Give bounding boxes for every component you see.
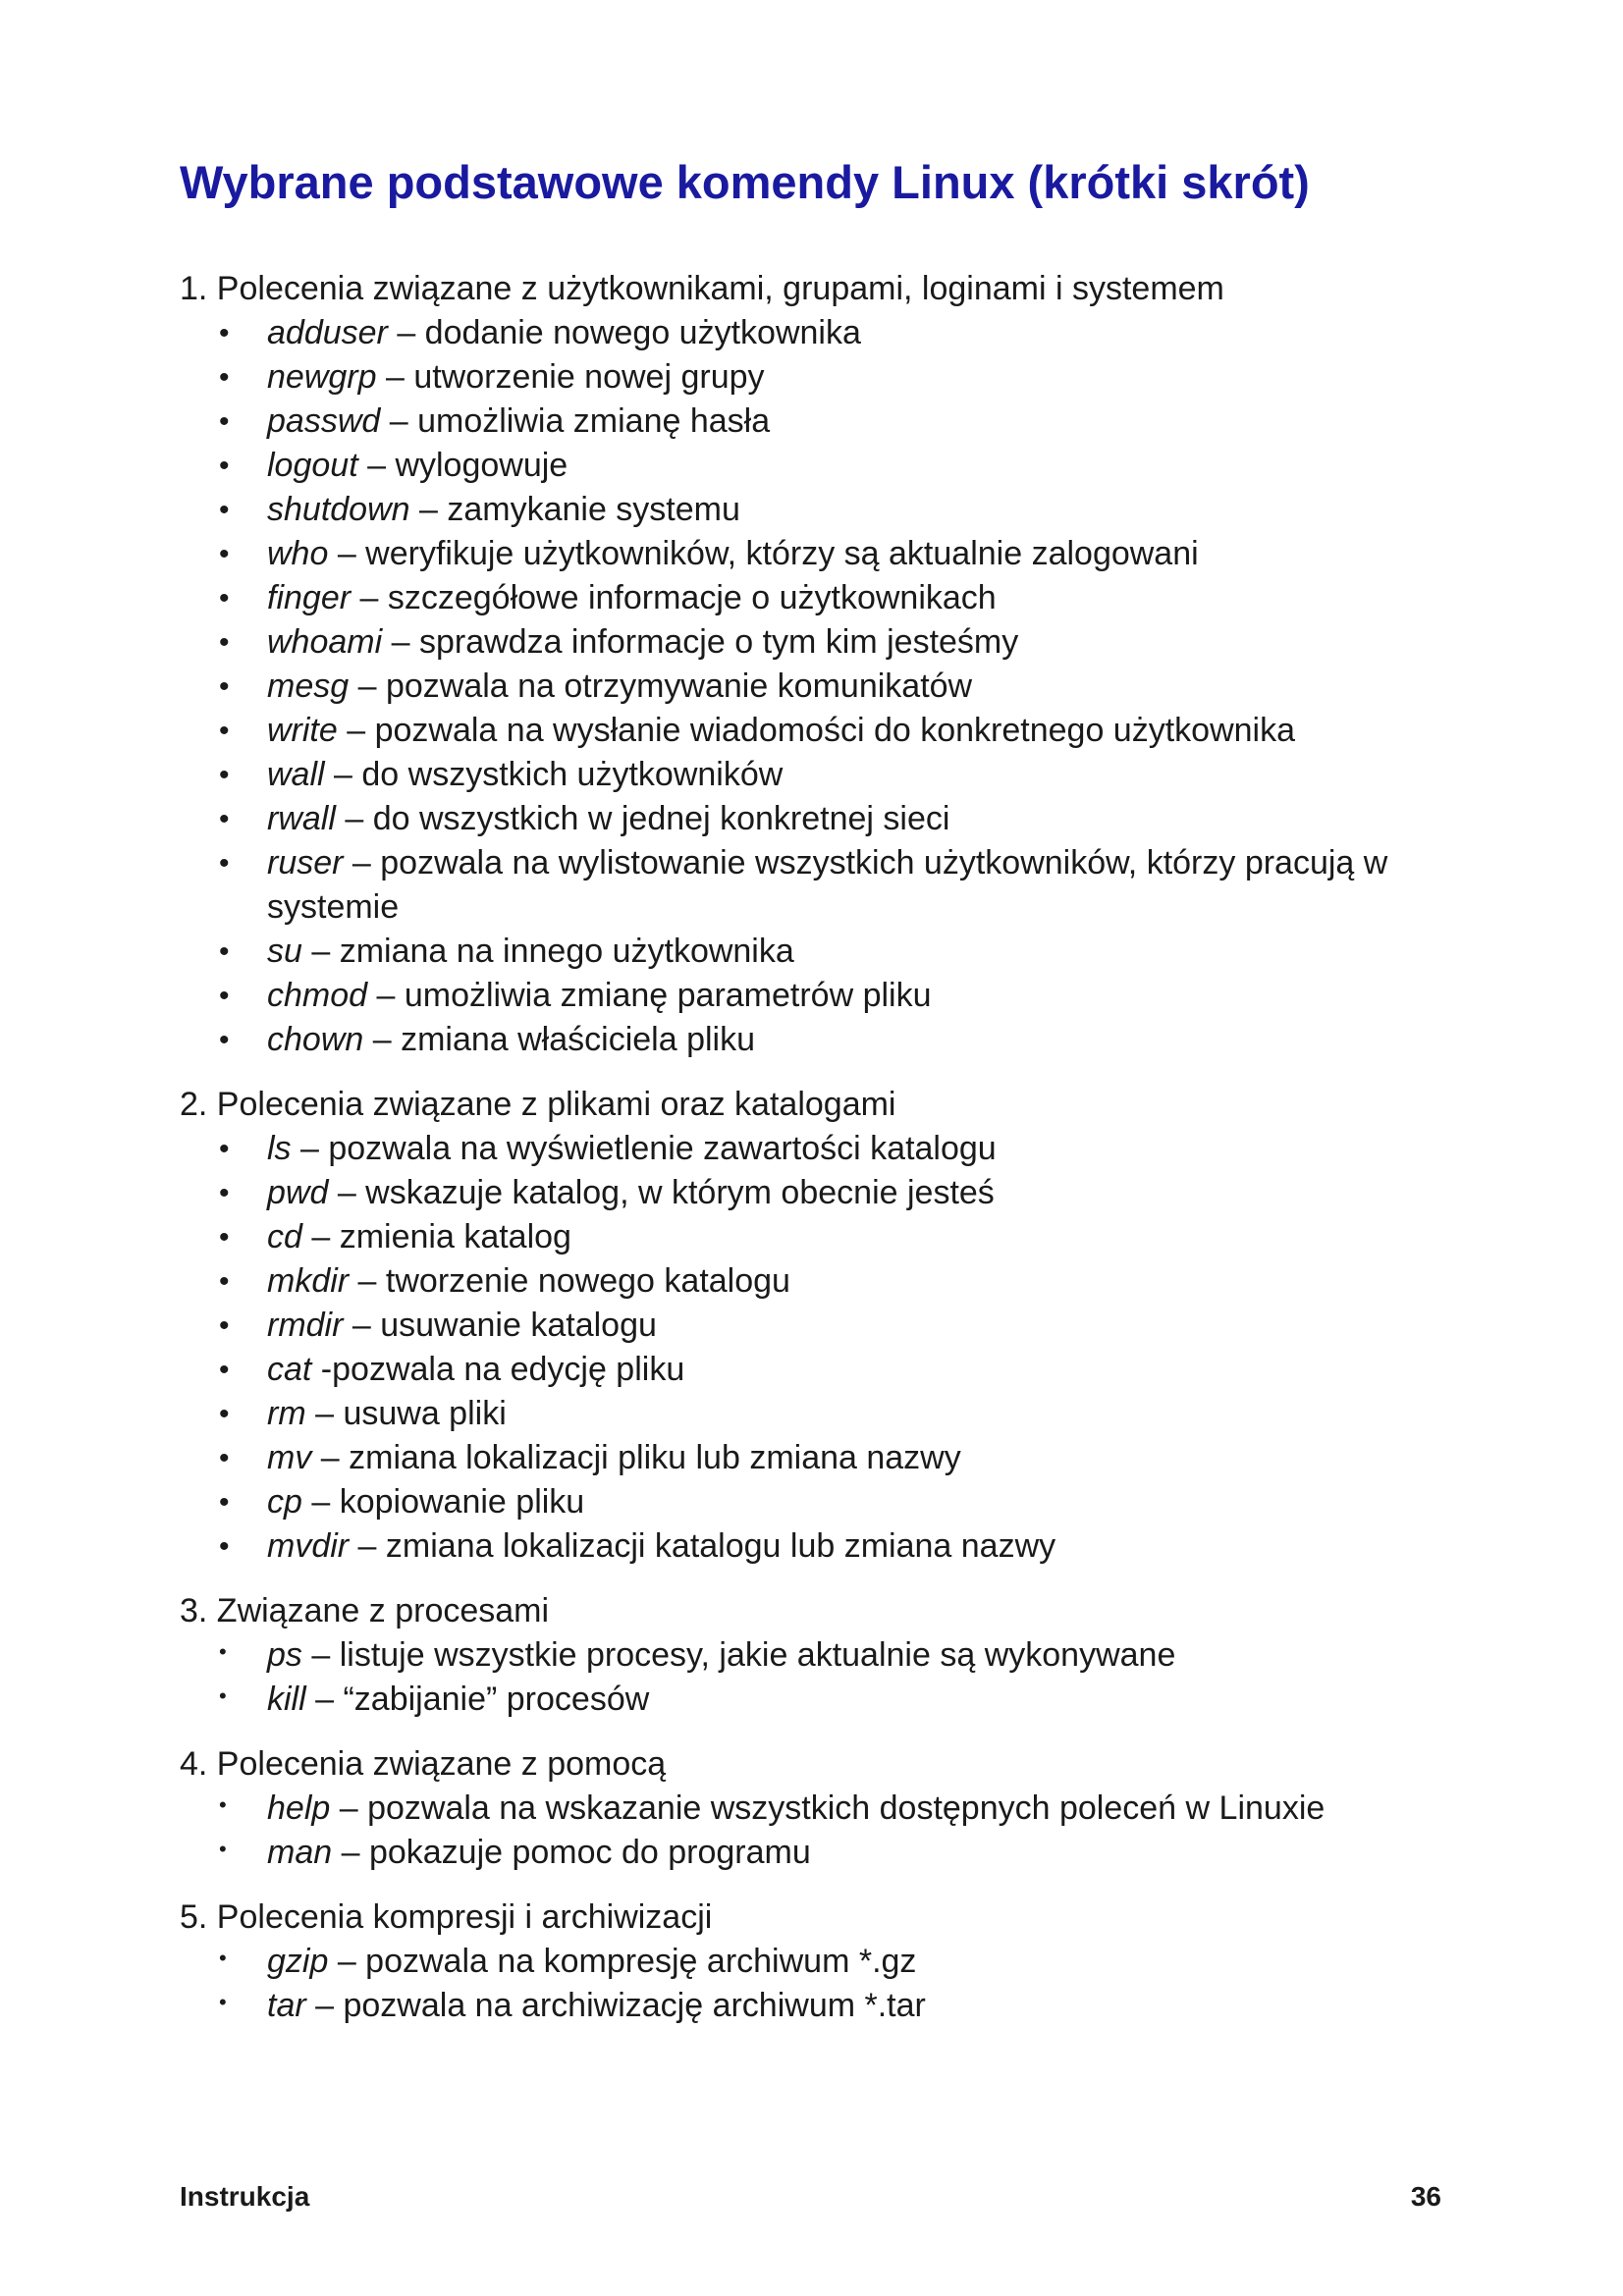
command-description: – usuwa pliki xyxy=(305,1395,507,1432)
list-item xyxy=(180,665,1456,709)
command-name: newgrp xyxy=(267,358,377,396)
list-item xyxy=(180,841,1456,930)
bullet-icon: • xyxy=(219,1442,230,1474)
list-item xyxy=(180,1480,1456,1524)
list-item xyxy=(180,1127,1456,1171)
command-list xyxy=(180,1127,1456,1569)
bullet-icon: • xyxy=(219,1486,230,1519)
command-description: – pozwala na wysłanie wiadomości do konkretnego użytkownika xyxy=(337,712,1295,749)
command-description: – do wszystkich w jednej konkretnej sieci xyxy=(335,800,950,837)
command-description: – pozwala na kompresję archiwum *.gz xyxy=(328,1943,917,1980)
command-description: – umożliwia zmianę parametrów pliku xyxy=(367,977,932,1014)
command-name: chown xyxy=(267,1021,364,1058)
list-item xyxy=(180,1348,1456,1392)
list-item xyxy=(180,1524,1456,1569)
command-description: – weryfikuje użytkowników, którzy są aktualnie zalogowani xyxy=(328,535,1199,572)
bullet-icon: • xyxy=(219,1221,230,1254)
command-name: gzip xyxy=(267,1943,329,1980)
section-processes xyxy=(180,1589,1456,1722)
command-name: cd xyxy=(267,1218,302,1255)
list-item xyxy=(180,1940,1456,1984)
bullet-icon: • xyxy=(219,538,230,570)
command-name: mvdir xyxy=(267,1527,350,1565)
command-description: – szczegółowe informacje o użytkownikach xyxy=(351,579,997,616)
command-description: – zmiana lokalizacji katalogu lub zmiana nazwy xyxy=(349,1527,1056,1565)
list-item xyxy=(180,1678,1456,1722)
command-description: – “zabijanie” procesów xyxy=(305,1681,650,1718)
bullet-icon: • xyxy=(219,1639,227,1664)
command-name: adduser xyxy=(267,314,388,351)
bullet-icon: • xyxy=(219,317,230,349)
list-item xyxy=(180,1259,1456,1304)
bullet-icon: • xyxy=(219,1024,230,1056)
command-description: – usuwanie katalogu xyxy=(343,1307,657,1344)
bullet-icon: • xyxy=(219,1990,227,2014)
list-item xyxy=(180,444,1456,488)
list-item xyxy=(180,1215,1456,1259)
list-item xyxy=(180,1304,1456,1348)
command-name: logout xyxy=(267,447,358,484)
list-item xyxy=(180,1171,1456,1215)
command-description: – zmiana lokalizacji pliku lub zmiana nazwy xyxy=(311,1439,961,1476)
command-description: – pozwala na wyświetlenie zawartości katalogu xyxy=(291,1130,997,1167)
command-description: – zmiana na innego użytkownika xyxy=(301,933,794,970)
list-item xyxy=(180,709,1456,753)
bullet-icon: • xyxy=(219,494,230,526)
bullet-icon: • xyxy=(219,715,230,747)
list-item xyxy=(180,797,1456,841)
list-item xyxy=(180,1633,1456,1678)
section-heading: 2. Polecenia związane z plikami oraz katalogami xyxy=(180,1086,896,1123)
page-title: Wybrane podstawowe komendy Linux (krótki skrót) xyxy=(180,156,1310,208)
section-files xyxy=(180,1083,1456,1569)
command-name: shutdown xyxy=(267,491,410,528)
command-description: – kopiowanie pliku xyxy=(301,1483,585,1521)
bullet-icon: • xyxy=(219,582,230,614)
command-name: finger xyxy=(267,579,352,616)
command-description: – listuje wszystkie procesy, jakie aktualnie są wykonywane xyxy=(301,1636,1176,1674)
command-list xyxy=(180,1633,1456,1722)
bullet-icon: • xyxy=(219,670,230,703)
bullet-icon: • xyxy=(219,450,230,482)
command-name: kill xyxy=(267,1681,306,1718)
command-description: – zamykanie systemu xyxy=(409,491,740,528)
section-heading: 5. Polecenia kompresji i archiwizacji xyxy=(180,1898,713,1936)
command-name: cat xyxy=(267,1351,312,1388)
list-item xyxy=(180,1392,1456,1436)
section-heading: 3. Związane z procesami xyxy=(180,1592,550,1629)
command-name: chmod xyxy=(267,977,368,1014)
list-item xyxy=(180,532,1456,576)
command-name: wall xyxy=(267,756,325,793)
command-name: ls xyxy=(267,1130,292,1167)
list-item xyxy=(180,400,1456,444)
list-item xyxy=(180,1787,1456,1831)
bullet-icon: • xyxy=(219,626,230,659)
command-description: – pokazuje pomoc do programu xyxy=(332,1834,811,1871)
command-description: – tworzenie nowego katalogu xyxy=(349,1262,790,1300)
bullet-icon: • xyxy=(219,1792,227,1817)
list-item xyxy=(180,753,1456,797)
list-item xyxy=(180,930,1456,974)
bullet-icon: • xyxy=(219,1265,230,1298)
section-heading: 4. Polecenia związane z pomocą xyxy=(180,1745,667,1783)
command-list xyxy=(180,311,1456,1062)
bullet-icon: • xyxy=(219,405,230,438)
command-list xyxy=(180,1940,1456,2028)
command-description: – pozwala na archiwizację archiwum *.tar xyxy=(305,1987,926,2024)
command-name: ps xyxy=(267,1636,302,1674)
list-item xyxy=(180,1984,1456,2028)
command-name: write xyxy=(267,712,338,749)
page-number: 36 xyxy=(1410,2181,1441,2212)
command-name: su xyxy=(267,933,302,970)
section-help xyxy=(180,1742,1456,1875)
bullet-icon: • xyxy=(219,1309,230,1342)
command-description: – pozwala na wylistowanie wszystkich użytkowników, którzy pracują w systemie xyxy=(267,844,1388,926)
bullet-icon: • xyxy=(219,1946,227,1970)
command-description: – pozwala na wskazanie wszystkich dostępnych poleceń w Linuxie xyxy=(330,1789,1325,1827)
command-name: tar xyxy=(267,1987,306,2024)
command-name: ruser xyxy=(267,844,344,881)
command-name: passwd xyxy=(267,402,381,440)
list-item xyxy=(180,620,1456,665)
command-description: – sprawdza informacje o tym kim jesteśmy xyxy=(382,623,1019,661)
bullet-icon: • xyxy=(219,1177,230,1209)
bullet-icon: • xyxy=(219,935,230,968)
command-description: – wskazuje katalog, w którym obecnie jesteś xyxy=(328,1174,995,1211)
list-item xyxy=(180,1436,1456,1480)
command-description: – pozwala na otrzymywanie komunikatów xyxy=(349,667,973,705)
command-sections xyxy=(180,267,1456,2049)
bullet-icon: • xyxy=(219,1530,230,1563)
command-name: mkdir xyxy=(267,1262,350,1300)
command-name: whoami xyxy=(267,623,383,661)
section-heading: 1. Polecenia związane z użytkownikami, grupami, loginami i systemem xyxy=(180,270,1224,307)
command-description: – wylogowuje xyxy=(357,447,568,484)
bullet-icon: • xyxy=(219,847,230,880)
command-name: cp xyxy=(267,1483,302,1521)
command-description: – zmiana właściciela pliku xyxy=(363,1021,756,1058)
bullet-icon: • xyxy=(219,1133,230,1165)
list-item xyxy=(180,355,1456,400)
bullet-icon: • xyxy=(219,1398,230,1430)
command-description: – dodanie nowego użytkownika xyxy=(387,314,861,351)
command-name: help xyxy=(267,1789,331,1827)
footer-label: Instrukcja xyxy=(180,2181,310,2212)
command-description: – do wszystkich użytkowników xyxy=(324,756,784,793)
list-item xyxy=(180,576,1456,620)
command-list xyxy=(180,1787,1456,1875)
command-name: mesg xyxy=(267,667,350,705)
command-name: mv xyxy=(267,1439,312,1476)
bullet-icon: • xyxy=(219,1837,227,1861)
bullet-icon: • xyxy=(219,803,230,835)
list-item xyxy=(180,488,1456,532)
command-description: – utworzenie nowej grupy xyxy=(376,358,765,396)
command-name: rm xyxy=(267,1395,306,1432)
bullet-icon: • xyxy=(219,1683,227,1708)
bullet-icon: • xyxy=(219,1354,230,1386)
command-name: man xyxy=(267,1834,333,1871)
command-description: – zmienia katalog xyxy=(301,1218,571,1255)
command-name: rmdir xyxy=(267,1307,344,1344)
list-item xyxy=(180,311,1456,355)
command-name: rwall xyxy=(267,800,336,837)
bullet-icon: • xyxy=(219,980,230,1012)
command-description: -pozwala na edycję pliku xyxy=(311,1351,685,1388)
bullet-icon: • xyxy=(219,759,230,791)
command-name: pwd xyxy=(267,1174,329,1211)
command-description: – umożliwia zmianę hasła xyxy=(380,402,771,440)
command-name: who xyxy=(267,535,329,572)
section-users xyxy=(180,267,1456,1062)
bullet-icon: • xyxy=(219,361,230,394)
section-compression xyxy=(180,1896,1456,2028)
list-item xyxy=(180,974,1456,1018)
list-item xyxy=(180,1831,1456,1875)
list-item xyxy=(180,1018,1456,1062)
